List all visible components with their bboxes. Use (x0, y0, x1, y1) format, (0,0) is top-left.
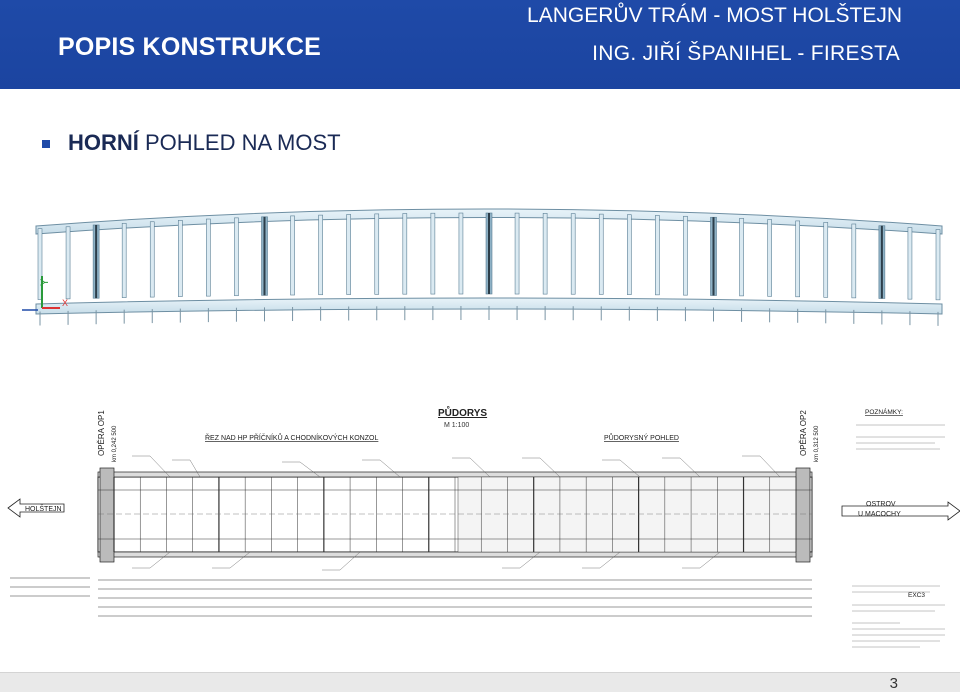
bridge-hanger (655, 215, 659, 294)
axis-y-label: Y (39, 278, 51, 286)
svg-text:U MACOCHY: U MACOCHY (858, 511, 901, 518)
notes-title: POZNÁMKY: (865, 409, 903, 416)
bridge-hanger (206, 219, 210, 296)
bridge-hanger (571, 214, 575, 295)
bridge-plan-drawing (0, 398, 960, 660)
bridge-hanger (403, 213, 407, 294)
abutment-op1-label: OPĚRA OP1 (97, 410, 106, 456)
abutment-op1-km: km 0,242 500 (112, 425, 118, 462)
author-line: ING. JIŘÍ ŠPANIHEL - FIRESTA (592, 42, 900, 65)
svg-text:OSTROV: OSTROV (866, 501, 896, 508)
bridge-hanger (740, 218, 744, 296)
bridge-hanger (768, 220, 772, 297)
bridge-hanger (66, 227, 70, 299)
bridge-hanger (936, 230, 940, 300)
direction-arrow-left (8, 499, 64, 517)
project-title: LANGERŮV TRÁM - MOST HOLŠTEJN (527, 4, 902, 27)
bridge-hanger (627, 215, 631, 295)
plan-scale: M 1:100 (444, 422, 470, 429)
bridge-3d-render (22, 196, 944, 336)
axis-x-label: X (62, 298, 69, 308)
bridge-hanger (459, 213, 463, 294)
exc-class-label: EXC3 (908, 592, 925, 599)
plan-cut-label: ŘEZ NAD HP PŘÍČNÍKŮ A CHODNÍKOVÝCH KONZOL (205, 435, 379, 442)
bridge-hanger (515, 213, 519, 294)
plan-title: PŮDORYS (438, 408, 488, 419)
bridge-hanger (122, 223, 126, 297)
bridge-hanger (852, 224, 856, 298)
svg-text:HOLŠTEJN: HOLŠTEJN (25, 506, 62, 513)
footer-bar (0, 672, 960, 692)
bridge-hanger (796, 221, 800, 297)
plan-view-label: PŮDORYSNÝ POHLED (604, 435, 679, 442)
page-number: 3 (889, 675, 898, 692)
section-title (68, 130, 341, 156)
bridge-hanger (150, 222, 154, 297)
bridge-hanger (178, 220, 182, 296)
bridge-hanger (683, 216, 687, 295)
bridge-hanger (908, 228, 912, 300)
section-title-rest: POHLED NA MOST (138, 130, 341, 155)
abutment-op2-km: km 0,312 500 (814, 425, 820, 462)
section-title-bold: HORNÍ (68, 130, 139, 155)
bridge-hanger (824, 222, 828, 297)
bridge-hanger (234, 218, 238, 296)
slide-title: POPIS KONSTRUKCE (58, 33, 321, 61)
bridge-hanger (291, 216, 295, 295)
header-bar (0, 0, 960, 89)
bridge-hanger (599, 214, 603, 294)
bridge-hanger (375, 214, 379, 294)
bridge-hanger (347, 214, 351, 294)
direction-arrow-right (842, 501, 960, 520)
bridge-hanger (431, 213, 435, 294)
bridge-hanger (319, 215, 323, 295)
abutment-op2-label: OPĚRA OP2 (799, 410, 808, 456)
bullet-icon (42, 140, 50, 148)
bridge-hanger (543, 213, 547, 294)
